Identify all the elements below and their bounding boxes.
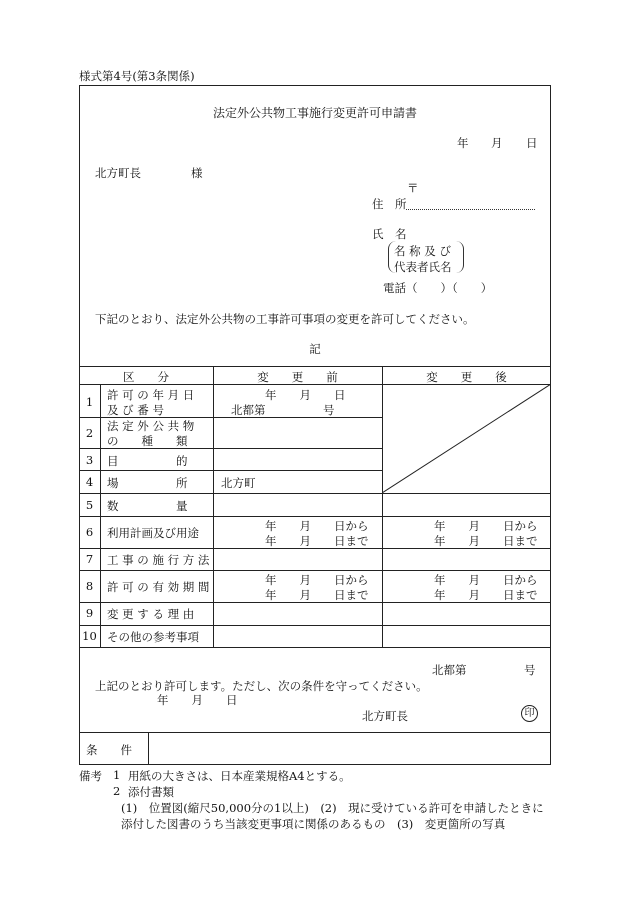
conditions-field[interactable] (149, 733, 550, 764)
header-after: 変 更 後 (426, 370, 507, 384)
after-to: 年 月 日まで (434, 588, 538, 602)
notes-heading: 備考 (79, 769, 102, 783)
row-label: 数 量 (107, 499, 188, 513)
issuer-name: 北方町長 (362, 709, 408, 723)
before-to: 年 月 日まで (265, 534, 369, 548)
ki-heading: 記 (309, 342, 321, 356)
form-number: 様式第4号(第3条関係) (79, 69, 195, 83)
row-number: 2 (85, 426, 94, 440)
phone-label: 電話（ ）（ ） (383, 281, 493, 295)
note-3: (1) 位置図(縮尺50,000分の1以上) (2) 現に受けている許可を申請したときに (121, 801, 544, 815)
conditions-label: 条 件 (86, 743, 132, 757)
row-number: 4 (85, 475, 94, 489)
row-number: 6 (85, 525, 94, 539)
date-year: 年 (457, 136, 469, 150)
note-1-number: 1 (113, 768, 121, 782)
row-label: 許 可 の 年 月 日 (107, 388, 195, 402)
permit-text: 上記のとおり許可します。ただし、次の条件を守ってください。 (95, 679, 428, 693)
seal-mark: 印 (521, 705, 538, 722)
row-label: その他の参考事項 (107, 630, 199, 644)
address-field[interactable] (406, 209, 535, 210)
row-label: 目 的 (107, 454, 188, 468)
row-label: 変 更 す る 理 由 (107, 607, 195, 621)
rep-label-line2: 代表者氏名 (394, 260, 452, 274)
after-from: 年 月 日から (434, 519, 538, 533)
row-label: 許 可 の 有 効 期 間 (107, 580, 210, 594)
row-number: 9 (85, 606, 94, 620)
address-label: 住 所 (372, 197, 407, 211)
diagonal-slash (382, 384, 551, 493)
note-2: 添付書類 (128, 785, 174, 799)
date-day: 日 (526, 136, 538, 150)
permit-number: 北都第 号 (432, 663, 536, 677)
row-number: 1 (85, 395, 94, 409)
addressee-honorific: 様 (191, 166, 203, 180)
row-label: の 種 類 (107, 434, 188, 448)
row-number: 3 (85, 453, 94, 467)
before-value: 北方町 (221, 476, 256, 490)
header-before: 変 更 前 (257, 370, 338, 384)
row-label: 工 事 の 施 行 方 法 (107, 553, 210, 567)
before-from: 年 月 日から (265, 573, 369, 587)
note-2-number: 2 (113, 784, 121, 798)
postal-mark: 〒 (407, 181, 419, 195)
date-month: 月 (491, 136, 503, 150)
after-to: 年 月 日まで (434, 534, 538, 548)
header-category: 区 分 (123, 370, 169, 384)
before-to: 年 月 日まで (265, 588, 369, 602)
note-4: 添付した図書のうち当該変更事項に関係のあるもの (3) 変更箇所の写真 (121, 817, 506, 831)
row-label: 法 定 外 公 共 物 (107, 419, 195, 433)
row-label: 利用計画及び用途 (107, 526, 199, 540)
row-label: 場 所 (107, 476, 188, 490)
row-label: 及 び 番 号 (107, 403, 164, 417)
row-number: 8 (85, 579, 94, 593)
note-1: 用紙の大きさは、日本産業規格A4とする。 (128, 769, 351, 783)
request-text: 下記のとおり、法定外公共物の工事許可事項の変更を許可してください。 (95, 312, 475, 326)
before-from: 年 月 日から (265, 519, 369, 533)
rep-label-line1: 名 称 及 び (394, 244, 451, 258)
before-value: 北都第 号 (231, 403, 335, 417)
row-number: 7 (85, 552, 94, 566)
after-from: 年 月 日から (434, 573, 538, 587)
before-value: 年 月 日 (265, 388, 346, 402)
form-title: 法定外公共物工事施行変更許可申請書 (212, 106, 417, 120)
row-number: 5 (85, 498, 94, 512)
name-label: 氏 名 (372, 227, 407, 241)
permit-date: 年 月 日 (157, 693, 238, 707)
addressee-name: 北方町長 (95, 166, 141, 180)
row-number: 10 (82, 629, 97, 643)
